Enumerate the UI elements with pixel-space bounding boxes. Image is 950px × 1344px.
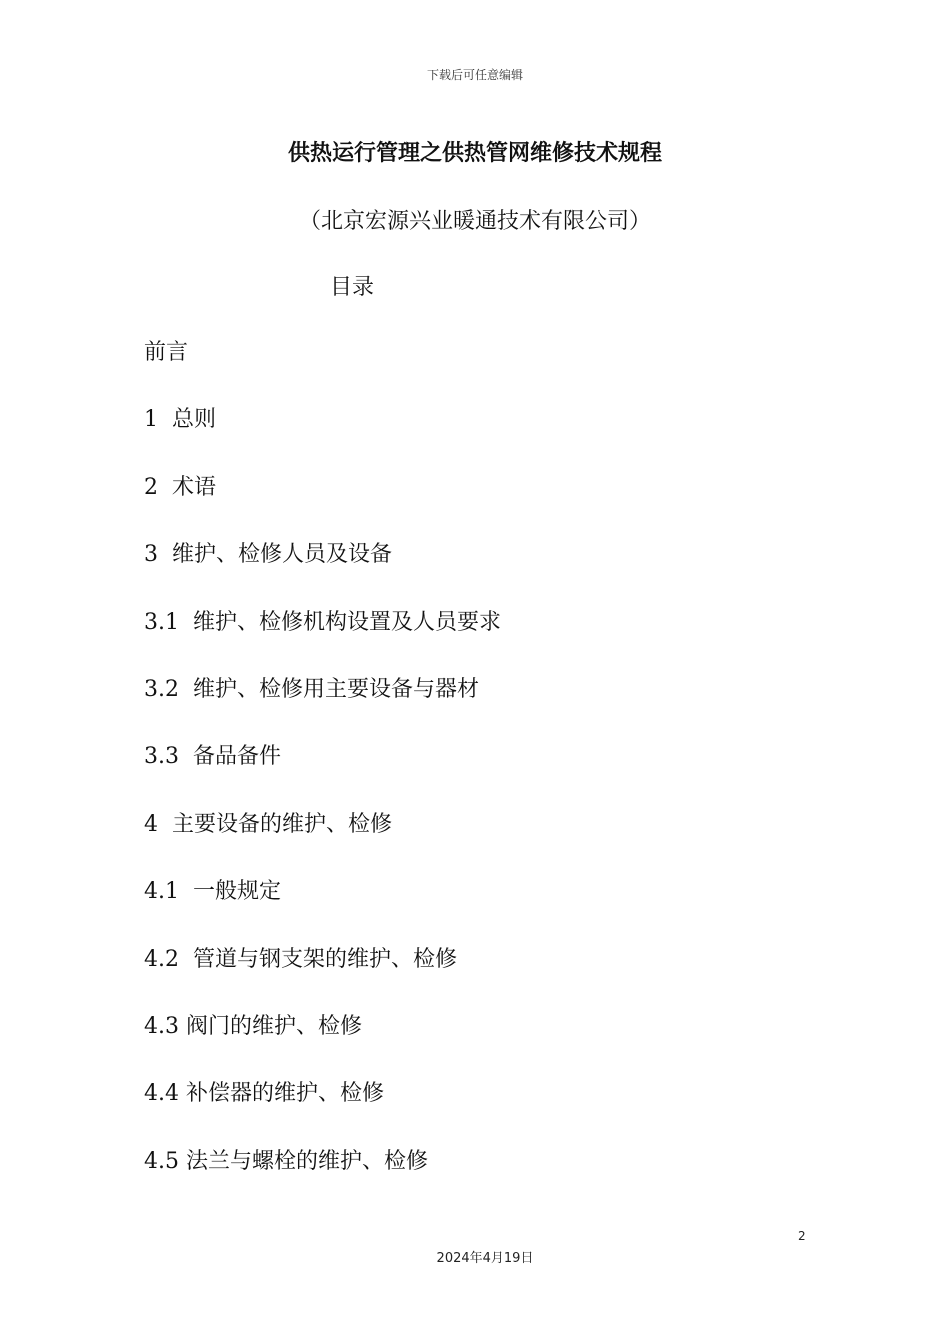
toc-item-organization: 3.1 维护、检修机构设置及人员要求 — [144, 609, 501, 635]
page-number: 2 — [798, 1229, 806, 1243]
toc-item-general: 1 总则 — [144, 407, 216, 433]
toc-item-terms: 2 术语 — [144, 474, 216, 500]
footer-date: 2024年4月19日 — [436, 1251, 534, 1266]
toc-item-preface: 前言 — [144, 340, 189, 365]
toc-item-flanges-bolts: 4.5 法兰与螺栓的维护、检修 — [144, 1148, 428, 1174]
toc-item-personnel-equipment: 3 维护、检修人员及设备 — [144, 542, 392, 568]
toc-item-spare-parts: 3.3 备品备件 — [144, 744, 281, 770]
toc-item-general-rules: 4.1 一般规定 — [144, 879, 281, 905]
toc-item-tools-materials: 3.2 维护、检修用主要设备与器材 — [144, 676, 479, 702]
toc-heading: 目录 — [330, 275, 375, 300]
toc-item-compensators: 4.4 补偿器的维护、检修 — [144, 1081, 384, 1107]
document-title: 供热运行管理之供热管网维修技术规程 — [287, 141, 662, 166]
document-subtitle: （北京宏源兴业暖通技术有限公司） — [298, 209, 651, 234]
header-note: 下载后可任意编辑 — [426, 68, 523, 82]
table-of-contents — [144, 338, 501, 1214]
toc-item-pipes-supports: 4.2 管道与钢支架的维护、检修 — [144, 946, 457, 972]
toc-item-valves: 4.3 阀门的维护、检修 — [144, 1013, 362, 1039]
toc-item-main-equipment: 4 主要设备的维护、检修 — [144, 811, 392, 837]
